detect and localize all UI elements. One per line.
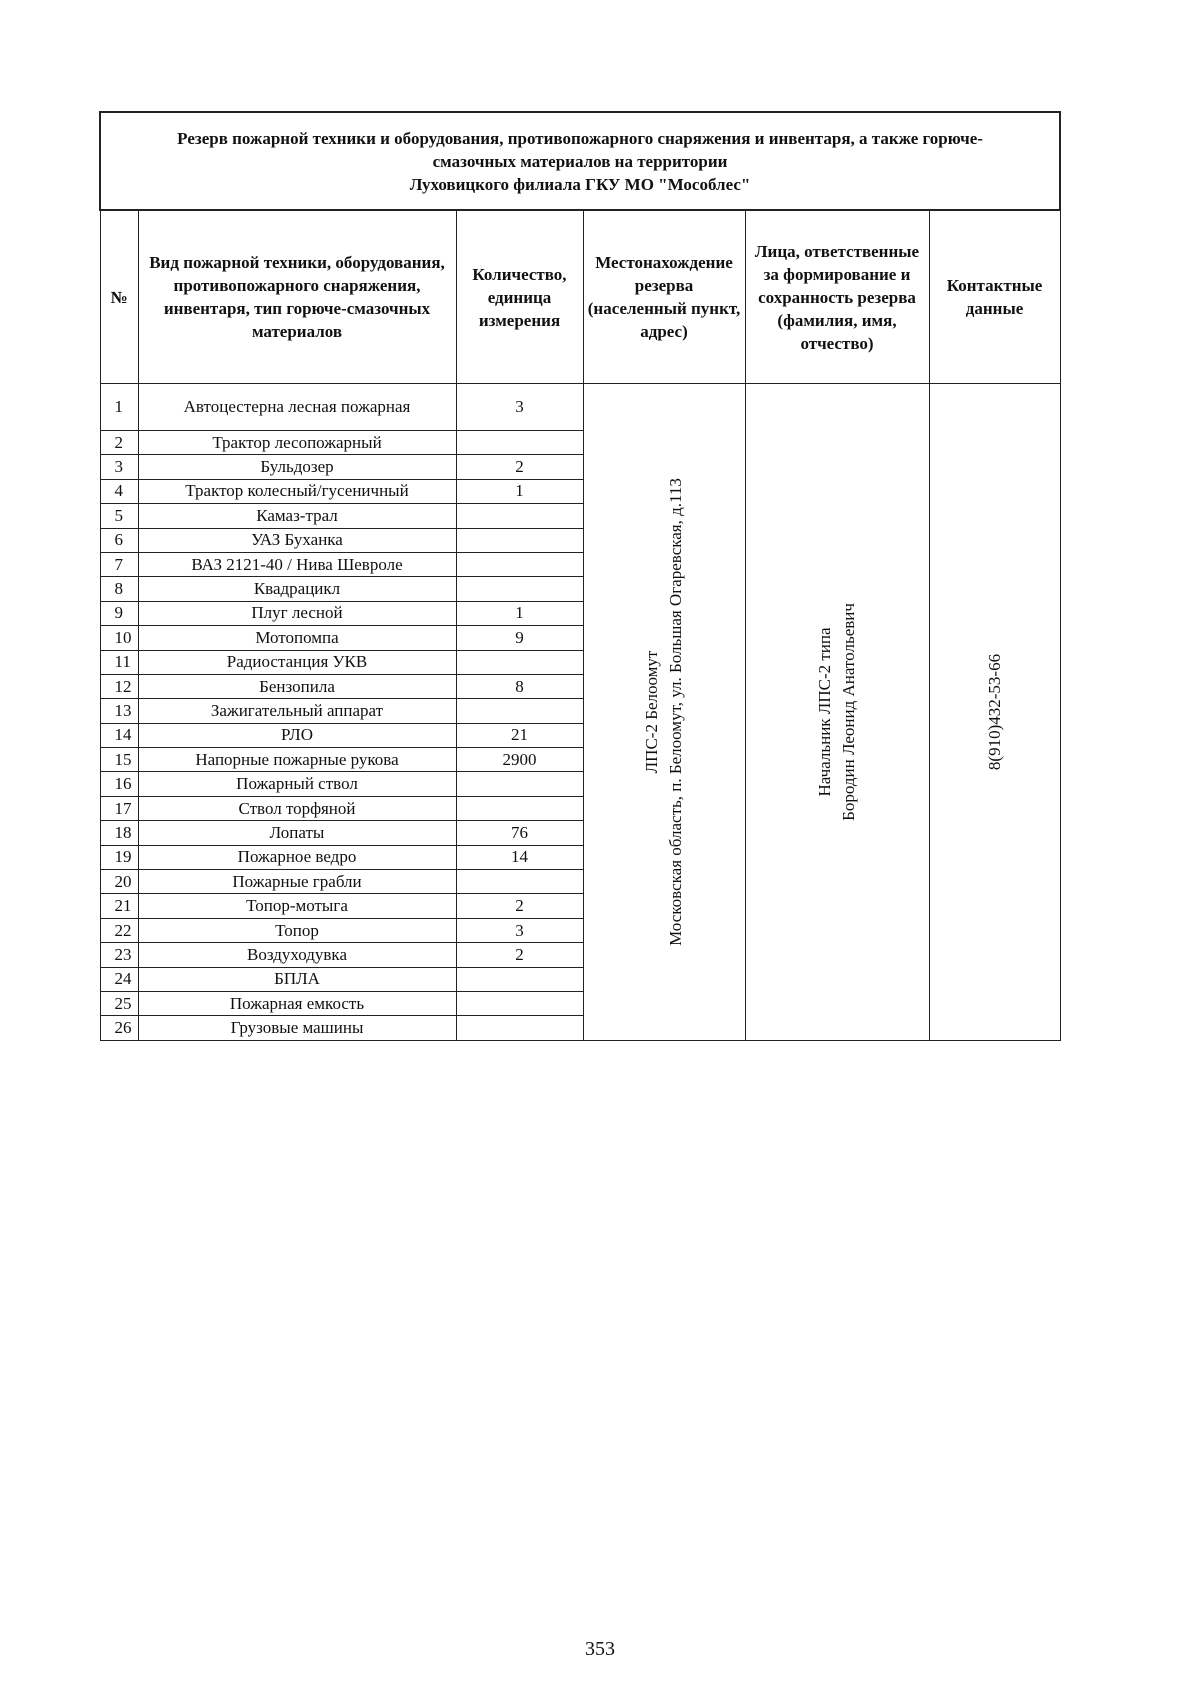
- contact-cell: [929, 384, 1060, 1041]
- row-quantity: [456, 1016, 583, 1040]
- title-line-1: Резерв пожарной техники и оборудования, противопожарного снаряжения и инвентаря, а также горюче-: [177, 128, 983, 148]
- row-item-name: Пожарная емкость: [138, 991, 456, 1015]
- responsible-line-1: Начальник ЛПС-2 типа: [815, 627, 834, 797]
- row-item-name: УАЗ Буханка: [138, 528, 456, 552]
- row-number: 8: [100, 577, 138, 601]
- row-item-name: Плуг лесной: [138, 601, 456, 625]
- row-item-name: Топор: [138, 918, 456, 942]
- row-item-name: Трактор лесопожарный: [138, 431, 456, 455]
- row-item-name: Пожарные грабли: [138, 870, 456, 894]
- location-cell: [583, 384, 745, 1041]
- row-quantity: 14: [456, 845, 583, 869]
- header-responsible: Лица, ответственные за формирование и сохранность резерва (фамилия, имя, отчество): [745, 210, 929, 384]
- row-number: 22: [100, 918, 138, 942]
- row-number: 13: [100, 699, 138, 723]
- title-line-3: Луховицкого филиала ГКУ МО "Мособлес": [409, 174, 751, 194]
- title-line-2: смазочных материалов на территории: [432, 151, 728, 171]
- row-item-name: Грузовые машины: [138, 1016, 456, 1040]
- row-quantity: 8: [456, 674, 583, 698]
- row-quantity: [456, 699, 583, 723]
- row-quantity: 2900: [456, 748, 583, 772]
- row-item-name: Пожарный ствол: [138, 772, 456, 796]
- row-item-name: Лопаты: [138, 821, 456, 845]
- contact-text: 8(910)432-53-66: [984, 653, 1004, 770]
- row-item-name: Пожарное ведро: [138, 845, 456, 869]
- row-quantity: 3: [456, 918, 583, 942]
- row-quantity: 2: [456, 455, 583, 479]
- row-quantity: [456, 528, 583, 552]
- row-item-name: БПЛА: [138, 967, 456, 991]
- responsible-line-2: Бородин Леонид Анатольевич: [839, 602, 858, 821]
- row-quantity: [456, 431, 583, 455]
- row-number: 26: [100, 1016, 138, 1040]
- row-item-name: Топор-мотыга: [138, 894, 456, 918]
- row-number: 20: [100, 870, 138, 894]
- row-quantity: [456, 552, 583, 576]
- row-number: 7: [100, 552, 138, 576]
- row-quantity: 76: [456, 821, 583, 845]
- row-item-name: Трактор колесный/гусеничный: [138, 479, 456, 503]
- row-item-name: Ствол торфяной: [138, 796, 456, 820]
- row-item-name: Радиостанция УКВ: [138, 650, 456, 674]
- row-item-name: Напорные пожарные рукова: [138, 748, 456, 772]
- row-quantity: [456, 650, 583, 674]
- header-type: Вид пожарной техники, оборудования, противопожарного снаряжения, инвентаря, тип горюче-смазочных материалов: [138, 210, 456, 384]
- row-number: 11: [100, 650, 138, 674]
- row-number: 6: [100, 528, 138, 552]
- header-location: Местонахождение резерва (населенный пункт, адрес): [583, 210, 745, 384]
- row-number: 21: [100, 894, 138, 918]
- row-number: 19: [100, 845, 138, 869]
- row-number: 4: [100, 479, 138, 503]
- row-number: 18: [100, 821, 138, 845]
- row-quantity: 21: [456, 723, 583, 747]
- row-item-name: Зажигательный аппарат: [138, 699, 456, 723]
- header-qty: Количество, единица измерения: [456, 210, 583, 384]
- row-number: 25: [100, 991, 138, 1015]
- row-number: 24: [100, 967, 138, 991]
- row-quantity: [456, 772, 583, 796]
- row-quantity: [456, 796, 583, 820]
- header-contacts: Контактные данные: [929, 210, 1060, 384]
- row-quantity: [456, 967, 583, 991]
- row-item-name: ВАЗ 2121-40 / Нива Шевроле: [138, 552, 456, 576]
- row-item-name: Бульдозер: [138, 455, 456, 479]
- row-item-name: Мотопомпа: [138, 626, 456, 650]
- location-text: [640, 478, 688, 946]
- row-number: 5: [100, 504, 138, 528]
- row-quantity: [456, 991, 583, 1015]
- row-quantity: [456, 870, 583, 894]
- row-number: 2: [100, 431, 138, 455]
- row-number: 14: [100, 723, 138, 747]
- row-item-name: Квадрацикл: [138, 577, 456, 601]
- row-quantity: [456, 504, 583, 528]
- row-number: 23: [100, 943, 138, 967]
- row-number: 16: [100, 772, 138, 796]
- row-item-name: Бензопила: [138, 674, 456, 698]
- row-quantity: 1: [456, 601, 583, 625]
- header-num: №: [100, 210, 138, 384]
- row-quantity: 1: [456, 479, 583, 503]
- row-quantity: 2: [456, 894, 583, 918]
- table-row: [100, 384, 1060, 431]
- row-number: 15: [100, 748, 138, 772]
- row-number: 17: [100, 796, 138, 820]
- row-quantity: 3: [456, 384, 583, 431]
- row-item-name: Камаз-трал: [138, 504, 456, 528]
- row-quantity: [456, 577, 583, 601]
- row-number: 10: [100, 626, 138, 650]
- responsible-cell: [745, 384, 929, 1041]
- reserve-table: [99, 111, 1061, 1041]
- row-number: 3: [100, 455, 138, 479]
- row-number: 12: [100, 674, 138, 698]
- row-item-name: Воздуходувка: [138, 943, 456, 967]
- row-quantity: 2: [456, 943, 583, 967]
- row-item-name: Автоцестерна лесная пожарная: [138, 384, 456, 431]
- page-number: 353: [585, 1638, 615, 1660]
- location-line-1: ЛПС-2 Белоомут: [642, 650, 661, 774]
- row-item-name: РЛО: [138, 723, 456, 747]
- row-number: 1: [100, 384, 138, 431]
- responsible-text: [813, 603, 861, 821]
- location-line-2: Московская область, п. Белоомут, ул. Большая Огаревская, д.113: [666, 477, 685, 946]
- row-quantity: 9: [456, 626, 583, 650]
- row-number: 9: [100, 601, 138, 625]
- table-title: [100, 112, 1060, 210]
